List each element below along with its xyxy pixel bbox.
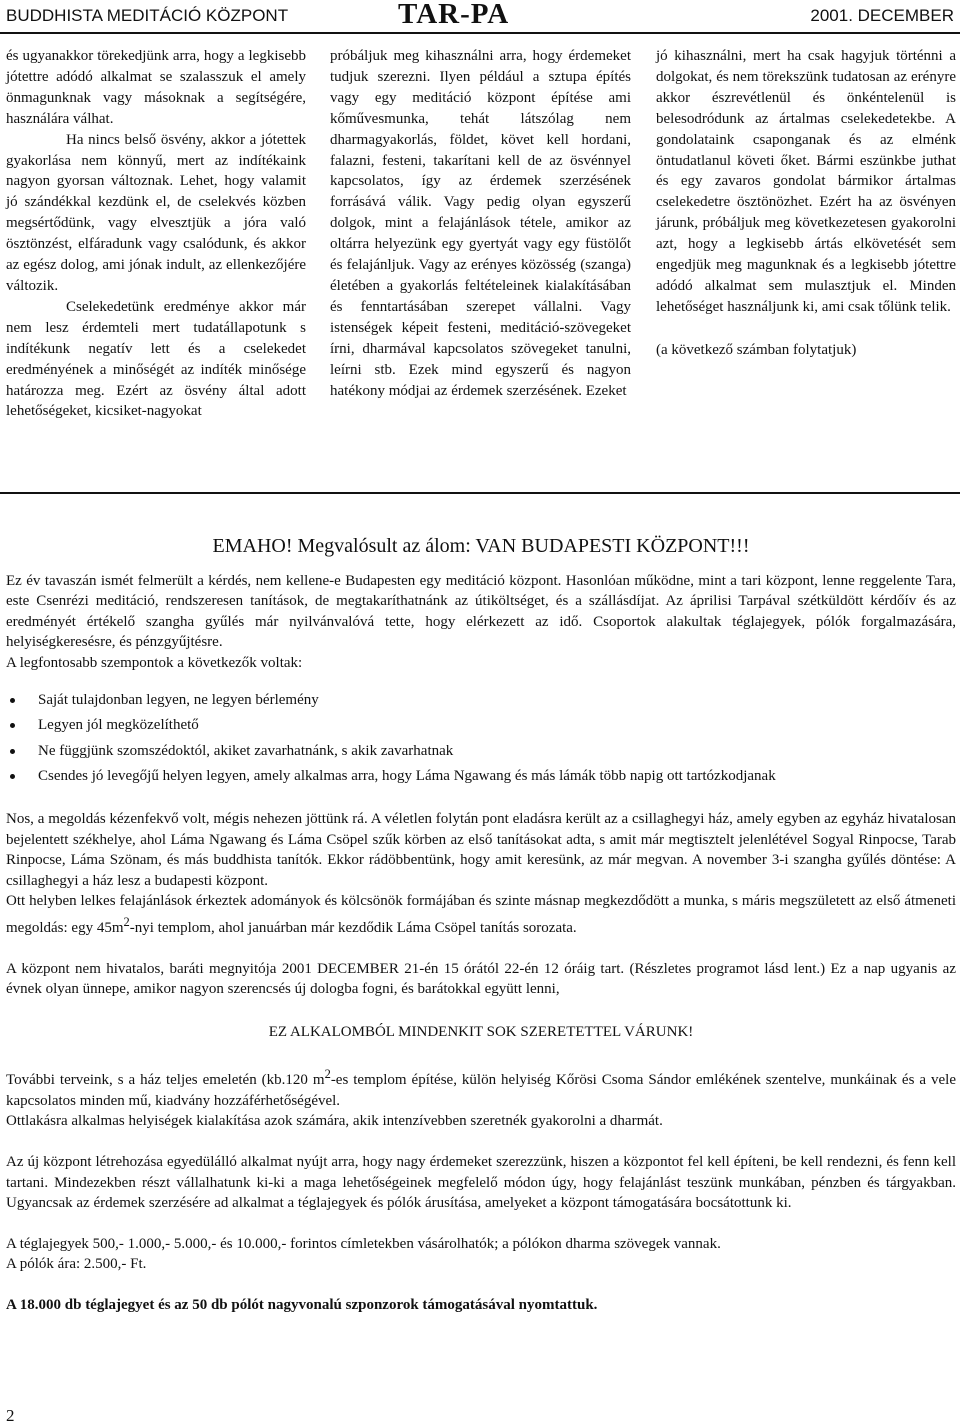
list-item: Ne függjünk szomszédoktól, akiket zavarhatnánk, s akik zavarhatnak — [38, 741, 956, 762]
header-title: TAR-PA — [398, 0, 510, 30]
page-header — [0, 0, 960, 34]
column-paragraph: és ugyanakkor törekedjünk arra, hogy a legkisebb jótettre adódó alkalmat se szalasszuk el amely önmagunknak vagy másoknak a segítségére, használára válhat. — [6, 48, 306, 127]
article-paragraph: Ottlakásra alkalmas helyiségek kialakítása azok számára, akik intenzívebben szeretnék gyakorolni a dharmát. — [6, 1113, 663, 1130]
header-org: BUDDHISTA MEDITÁCIÓ KÖZPONT — [6, 6, 289, 25]
article-paragraph: Ott helyben lelkes felajánlások érkeztek adományok és kölcsönök formájában és szinte másnap megkezdődött a munka, s máris megszületett az első átmeneti megoldás: egy $45m^2$-nyi templom, ahol januárban már kezdődik Láma Csöpel tanítás sorozata. — [6, 893, 956, 936]
column-3 — [656, 46, 956, 361]
column-2 — [330, 46, 631, 401]
column-paragraph: próbáljuk meg kihasználni arra, hogy érdemeket tudjuk szerezni. Ilyen például a sztupa építés vagy egy meditáció központ építése ami kőművesmunka, tehát látszólag nem dharmagyakorlás, földet, követ kell hordani, falazni, festeni, takarítani kell de az ösvénnyel kapcsolatos, így az érdemek szerzésének forrásává válik. Vagy pedig olyan egyszerű dolgok, mint a felajánlások tétele, amikor az oltárra helyezünk egy gyertyát vagy egy füstölőt és felajánljuk. Vagy az erényes közösség (szanga) életében a gyakorlás feltételeinek kialakításában és fenntartásában szerepet vállalni. Vagy istenségek képeit festeni, meditáció-szövegeket írni, dharmával kapcsolatos szövegeket tanulni, leírni stb. Ezek mind egyszerű és nagyon hatékony módjai az érdemek szerzésének. Ezeket — [330, 48, 631, 399]
article-paragraph: A központ nem hivatalos, baráti megnyitója 2001 DECEMBER 21-én 15 órától 22-én 12 óráig tart. (Részletes programot lásd lent.) Ez a nap ugyanis az évnek olyan ünnepe, amikor nagyon szerencsés új dologba fogni, és barátokkal együtt lenni, — [6, 960, 956, 998]
page-number: 2 — [6, 1406, 15, 1425]
sponsor-note: A 18.000 db téglajegyet és az 50 db pólót nagyvonalú szponzorok támogatásával nyomtattuk. — [6, 1297, 598, 1314]
list-item: Legyen jól megközelíthető — [38, 715, 956, 736]
article-paragraph: A pólók ára: 2.500,- Ft. — [6, 1256, 147, 1273]
column-1 — [6, 46, 306, 422]
bullet-icon — [10, 774, 15, 779]
list-item: Saját tulajdonban legyen, ne legyen bérlemény — [38, 690, 956, 711]
criteria-intro: A legfontosabb szempontok a következők voltak: — [6, 654, 303, 671]
bullet-icon — [10, 749, 15, 754]
article-paragraph: Nos, a megoldás kézenfekvő volt, mégis nehezen jöttünk rá. A véletlen folytán pont eladásra került az a csillaghegyi ház, amely egyben az egyház hivatalosan bejelentett székhelye, ahol Láma Ngawang és Láma Csöpel szűk körben az első tanításokat adta, s amit már megtisztelt jelenlétével Sogyal Rinpocse, Tarab Rinpocse, Láma Szönam, és más buddhista tanítók. Ekkor rádöbbentünk, hogy amit keresünk, az már megvan. A november 3-i szangha gyűlés döntése: A csillaghegyi a ház lesz a budapesti központ. — [6, 810, 956, 889]
column-paragraph: Ha nincs belső ösvény, akkor a jótettek gyakorlása nem könnyű, mert az indítékaink nagyon gyorsan változnak. Lehet, hogy valamit jó szándékkal kezdünk el, de cselekvés közben megsértődünk, vagy elvesztjük a jóra való ösztönzést, elfáradunk vagy csalódunk, és akkor az egész dolog, ami jónak indult, az ellenkezőjére változik. — [6, 131, 306, 294]
section-divider — [0, 492, 960, 494]
continued-note: (a következő számban folytatjuk) — [656, 341, 857, 358]
criteria-list — [6, 690, 956, 787]
article-paragraph: Ez év tavaszán ismét felmerült a kérdés, nem kellene-e Budapesten egy meditáció központ. Hasonlóan működne, mint a tari központ, lenne reggelente Tara, este Csenrézi meditáció, rendszeresen tanítások, de megtakaríthatnánk az útiköltséget, és a szállásdíjat. Az áprilisi Tarpával szétküldött kérdőív és az eredményét értékelő szangha gyűlés már nyilvánvalóvá tette, hogy elérkezett az idő. Csoportok alakultak téglajegyek, pólók forgalmazására, helyiségkeresésre, és pénzgyűjtésre. — [6, 572, 956, 651]
article-paragraph: A téglajegyek 500,- 1.000,- 5.000,- és 10.000,- forintos címletekben vásárolhatók; a pólókon dharma szövegek vannak. — [6, 1235, 721, 1252]
header-date: 2001. DECEMBER — [810, 6, 954, 25]
bullet-icon — [10, 698, 15, 703]
article-headline: EMAHO! Megvalósult az álom: VAN BUDAPESTI KÖZPONT!!! — [212, 535, 750, 557]
column-paragraph: Cselekedetünk eredménye akkor már nem lesz érdemteli mert tudatállapotunk s indítékunk negatív lett és a cselekedet eredményének a minőségét az indíték minősége határozza meg. Ezért az ösvény által adott lehetőségeket, kicsiket-nagyokat — [6, 298, 306, 420]
three-column-section — [0, 46, 960, 476]
article — [6, 520, 956, 1316]
column-paragraph: jó kihasználni, mert ha csak hagyjuk történni a dolgokat, és nem törekszünk tudatosan az erényre akkor észrevétlenül és önkéntelenül is belesodródunk az ártalmas cselekedetekbe. A gondolataink csaponganak és az elménk öntudatlanul követi őket. Bármi eszünkbe juthat és egy zavaros gondolat bármikor ártalmas cselekedetre ösztönözhet. Ezért ha az ösvényen járunk, próbáljuk meg következetesen gyakorolni azt, hogy a legkisebb ártás elkövetését sem engedjük meg magunknak és a legkisebb jótettre adódó alkalmat sem mulasztjuk el. Minden lehetőséget használjunk ki, ami csak tőlünk telik. — [656, 48, 956, 315]
list-item: Csendes jó levegőjű helyen legyen, amely alkalmas arra, hogy Láma Ngawang és más lámák több napig ott tartózkodjanak — [38, 766, 956, 787]
bullet-icon — [10, 723, 15, 728]
article-paragraph: Az új központ létrehozása egyedülálló alkalmat nyújt arra, hogy nagy érdemeket szerezzünk, hiszen a központot fel kell építeni, be kell rendezni, és fenn kell tartani. Mindezekben részt vállalhatunk ki-ki a maga lehetőségeinek megfelelő módon úgy, hogy felajánlást teszünk munkában, pénzben és tárgyakban. Ugyancsak az érdemek szerzésére ad alkalmat a téglajegyek és pólók árusítása, amelyeket a központ támogatására bocsátottunk ki. — [6, 1154, 956, 1212]
article-paragraph: További terveink, s a ház teljes emeletén (kb.120 $m^2-es$ templom építése, külön helyiség Kőrösi Csoma Sándor emlékének szentelve, munkáinak és a vele kapcsolatos minden mű, kiadvány hozzáférhetőségével. — [6, 1067, 956, 1109]
welcome-line: EZ ALKALOMBÓL MINDENKIT SOK SZERETETTEL VÁRUNK! — [268, 1023, 694, 1040]
